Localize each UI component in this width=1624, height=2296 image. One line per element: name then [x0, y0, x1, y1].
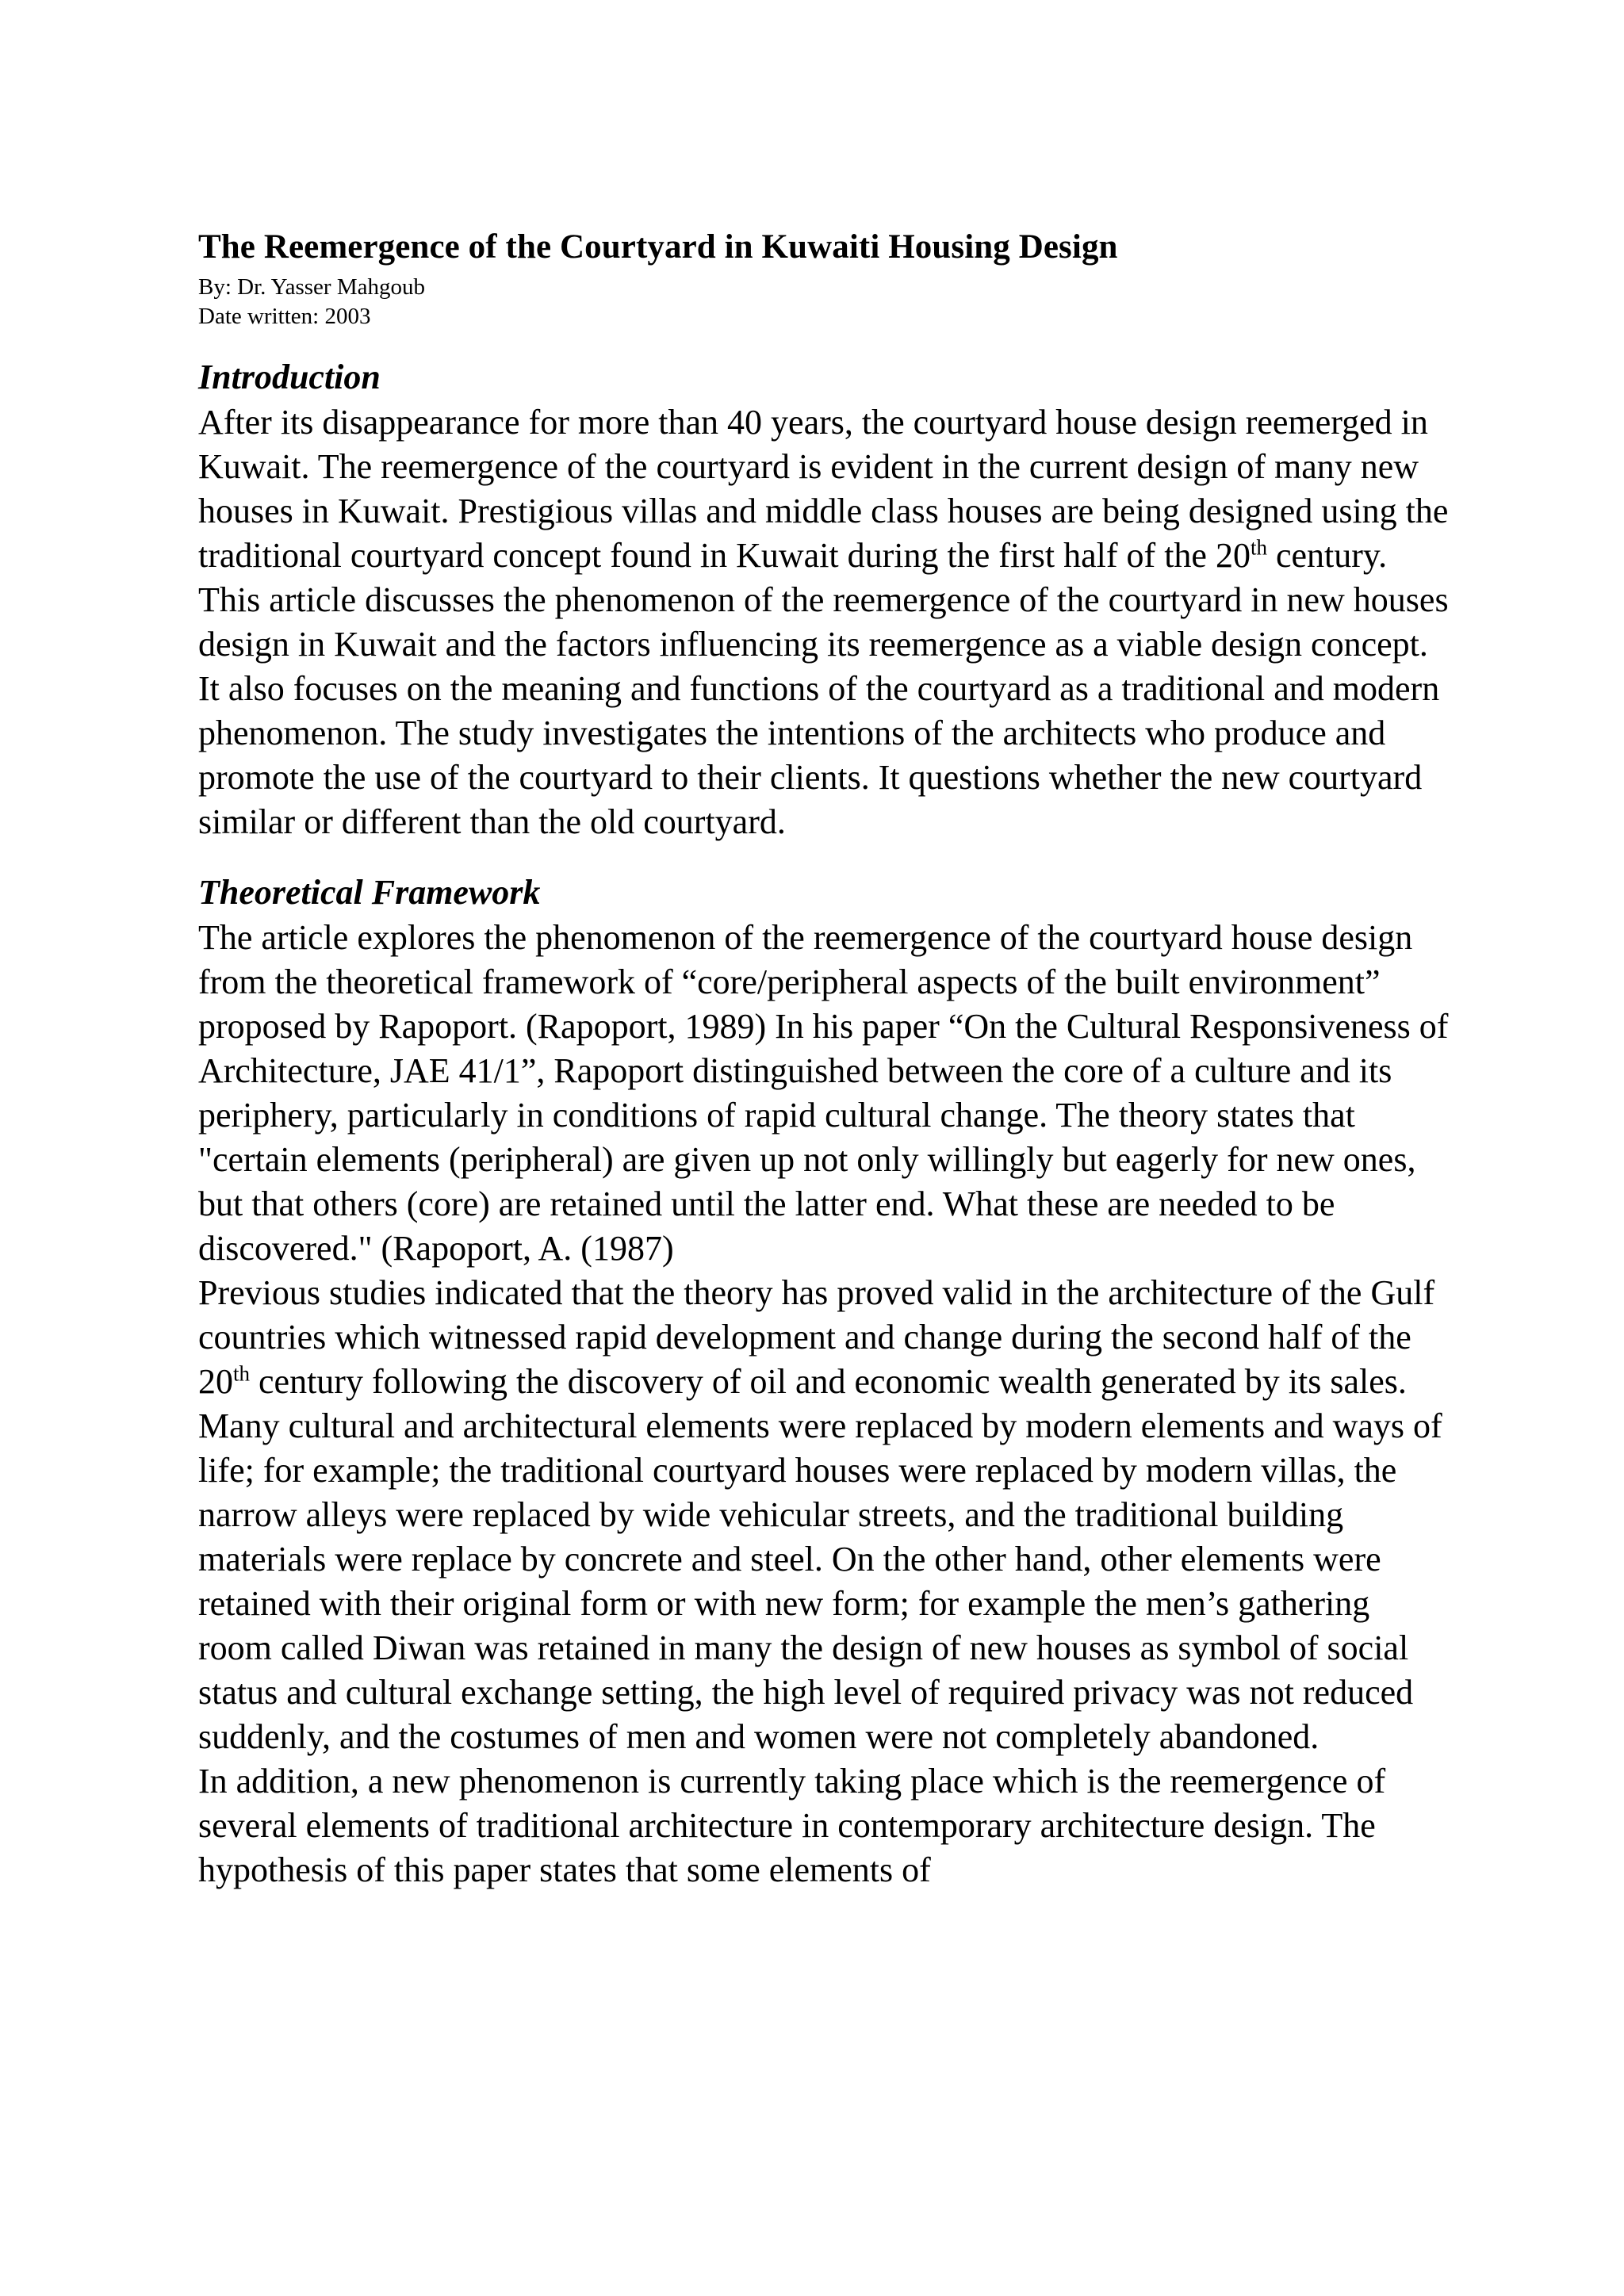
- framework-paragraph-2: [198, 1271, 1451, 1759]
- introduction-text-part-2: century. This article discusses the phenomenon of the reemergence of the courtyard in new houses design in Kuwait and the factors influencing its reemergence as a viable design concept. It also focuses on the meaning and functions of the courtyard as a traditional and modern phenomenon. The study investigates the intentions of the architects who produce and promote the use of the courtyard to their clients. It questions whether the new courtyard similar or different than the old courtyard.: [198, 536, 1449, 841]
- introduction-text-part-1: After its disappearance for more than 40 years, the courtyard house design reemerged in Kuwait. The reemergence of the courtyard is evident in the current design of many new houses in Kuwait. Prestigious villas and middle class houses are being designed using the traditional courtyard concept found in Kuwait during the first half of the 20: [198, 403, 1449, 575]
- document-page: [198, 222, 1451, 1892]
- framework-heading: Theoretical Framework: [198, 873, 541, 912]
- framework-p2-text-part-2: century following the discovery of oil and economic wealth generated by its sales. Many cultural and architectural elements were replaced by modern elements and ways of life; for example; the traditional courtyard houses were replaced by modern villas, the narrow alleys were replaced by wide vehicular streets, and the traditional building materials were replace by concrete and steel. On the other hand, other elements were retained with their original form or with new form; for example the men’s gathering room called Diwan was retained in many the design of new houses as symbol of social status and cultural exchange setting, the high level of required privacy was not reduced suddenly, and the costumes of men and women were not completely abandoned.: [198, 1362, 1442, 1756]
- framework-paragraph-1: The article explores the phenomenon of the reemergence of the courtyard house design from the theoretical framework of “core/peripheral aspects of the built environment” proposed by Rapoport. (Rapoport, 1989) In his paper “On the Cultural Responsiveness of Architecture, JAE 41/1”, Rapoport distinguished between the core of a culture and its periphery, particularly in conditions of rapid cultural change. The theory states that "certain elements (peripheral) are given up not only willingly but eagerly for new ones, but that others (core) are retained until the latter end. What these are needed to be discovered." (Rapoport, A. (1987): [198, 918, 1449, 1268]
- spacer: [198, 331, 1451, 354]
- framework-p2-text-part-1: Previous studies indicated that the theory has proved valid in the architecture of the Gulf countries which witnessed rapid development and change during the second half of the 20: [198, 1273, 1435, 1401]
- date-line: Date written: 2003: [198, 304, 371, 329]
- author-line: By: Dr. Yasser Mahgoub: [198, 274, 425, 300]
- spacer: [198, 844, 1451, 870]
- introduction-paragraph: [198, 400, 1451, 844]
- ordinal-superscript: th: [1250, 535, 1267, 560]
- introduction-heading: Introduction: [198, 358, 381, 396]
- ordinal-superscript: th: [233, 1361, 251, 1386]
- document-title: The Reemergence of the Courtyard in Kuwaiti Housing Design: [198, 228, 1118, 266]
- framework-paragraph-3: In addition, a new phenomenon is currently taking place which is the reemergence of several elements of traditional architecture in contemporary architecture design. The hypothesis of this paper states that some elements of: [198, 1762, 1386, 1889]
